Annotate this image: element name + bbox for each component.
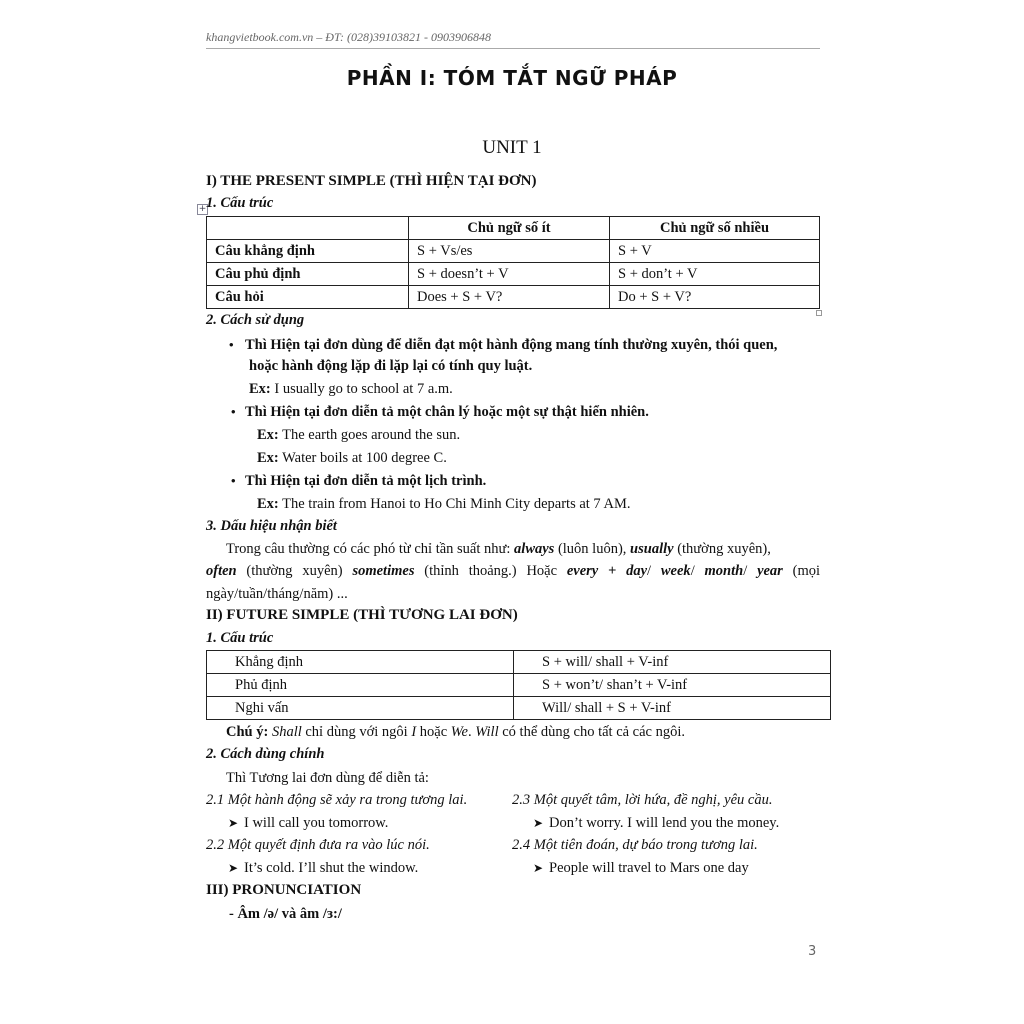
bullet-icon: • [231,404,236,419]
table-header-row [207,217,820,240]
table-cell: S + won’t/ shan’t + V-inf [514,674,831,697]
usage-heading: 2. Cách dùng chính [206,746,325,762]
usage-1-example [249,381,453,398]
table-cell: S + Vs/es [409,240,610,263]
note-label: Chú ý: [226,724,272,740]
keyword-week: week [660,563,691,579]
example-label: Ex: [257,427,279,443]
example-text: The earth goes around the sun. [282,427,461,443]
table-header-cell: Chủ ngữ số ít [409,217,610,240]
future-simple-table [206,650,831,720]
usage-2-2: 2.2 Một quyết định đưa ra vào lúc nói. [206,837,430,853]
bullet-icon: • [229,337,234,352]
section-title-present-simple: I) THE PRESENT SIMPLE (THÌ HIỆN TẠI ĐƠN) [206,173,537,189]
keyword-always: always [514,541,555,557]
table-cell: Does + S + V? [409,286,610,309]
table-row [207,674,831,697]
example-label: Ex: [249,381,271,397]
example-label: Ex: [257,496,279,512]
table-resize-handle-icon[interactable] [816,310,822,316]
keyword-month: month [704,563,744,579]
table-cell: S + will/ shall + V-inf [514,651,831,674]
table-cell: Câu phủ định [207,263,409,286]
usage-2-1: 2.1 Một hành động sẽ xảy ra trong tương lai. [206,792,468,808]
slash: / [690,563,705,579]
signs-heading: 3. Dấu hiệu nhận biết [206,518,337,534]
signs-text: (thỉnh thoảng.) Hoặc [414,563,567,579]
note-text: hoặc [416,724,451,740]
table-cell: Khẳng định [207,651,514,674]
arrow-icon: ➤ [228,816,239,830]
page-number: 3 [808,944,817,959]
section-title-pronunciation: III) PRONUNCIATION [206,882,362,898]
note-we: We [450,724,468,740]
slash: / [743,563,758,579]
table-row [207,286,820,309]
table-cell: Nghi vấn [207,697,514,720]
example-text: I usually go to school at 7 a.m. [274,381,453,397]
table-row [207,651,831,674]
table-move-handle-icon[interactable]: + [198,204,207,214]
usage-2: Thì Hiện tại đơn diễn tả một chân lý hoặc một sự thật hiển nhiên. [245,404,649,420]
signs-line-1 [226,541,771,558]
signs-text: (mọi [782,563,821,579]
note-line [226,724,685,741]
arrow-icon: ➤ [533,816,544,830]
note-shall: Shall [271,724,302,740]
unit-title: UNIT 1 [482,137,542,158]
usage-heading: 2. Cách sử dụng [206,312,305,328]
usage-1-line-2: hoặc hành động lặp đi lặp lại có tính quy luật. [249,358,533,374]
signs-text: (thường xuyên) [236,563,353,579]
structure-heading: 1. Cấu trúc [206,195,274,211]
section-title-future-simple: II) FUTURE SIMPLE (THÌ TƯƠNG LAI ĐƠN) [206,607,518,623]
arrow-icon: ➤ [228,861,239,875]
signs-text: Trong câu thường có các phó từ chỉ tần suất như: [226,541,515,557]
note-text: có thể dùng cho tất cả các ngôi. [498,724,686,740]
slash: / [647,563,661,579]
note-text: . [467,724,476,740]
example-label: Ex: [257,450,279,466]
note-text: chỉ dùng với ngôi [301,724,412,740]
example-text: The train from Hanoi to Ho Chi Minh City departs at 7 AM. [282,496,631,512]
table-header-cell: Chủ ngữ số nhiều [610,217,820,240]
signs-line-3: ngày/tuần/tháng/năm) ... [206,586,348,602]
example-text: Water boils at 100 degree C. [282,450,447,466]
present-simple-table [206,216,820,309]
keyword-year: year [757,563,783,579]
table-cell: Phủ định [207,674,514,697]
usage-2-example-1 [257,427,460,444]
bullet-icon: • [231,473,236,488]
table-cell: Will/ shall + S + V-inf [514,697,831,720]
usage-2-3: 2.3 Một quyết tâm, lời hứa, đề nghị, yêu cầu. [512,792,773,808]
usage-2-1-example: I will call you tomorrow. [244,815,389,831]
table-cell: Do + S + V? [610,286,820,309]
keyword-usually: usually [630,541,674,557]
keyword-every-day: every + day [566,563,648,579]
usage-2-4: 2.4 Một tiên đoán, dự báo trong tương lai. [512,837,758,853]
usage-3: Thì Hiện tại đơn diễn tả một lịch trình. [245,473,487,489]
usage-2-3-example: Don’t worry. I will lend you the money. [549,815,780,831]
structure-heading: 1. Cấu trúc [206,630,274,646]
table-cell: Câu hỏi [207,286,409,309]
page-header: khangvietbook.com.vn – ĐT: (028)39103821 - 0903906848 [206,30,491,44]
arrow-icon: ➤ [533,861,544,875]
part-title: PHẦN I: TÓM TẮT NGỮ PHÁP [346,66,678,90]
pronunciation-item: - Âm /ə/ và âm /ɜ:/ [229,906,342,922]
table-cell: S + doesn’t + V [409,263,610,286]
keyword-often: often [206,563,237,579]
note-i: I [411,724,417,740]
usage-2-2-example: It’s cold. I’ll shut the window. [244,860,419,876]
usage-intro: Thì Tương lai đơn dùng để diễn tả: [226,770,429,786]
table-cell: S + V [610,240,820,263]
usage-3-example [257,496,631,513]
signs-text: (thường xuyên), [673,541,771,557]
signs-line-2 [206,563,820,580]
table-cell: S + don’t + V [610,263,820,286]
header-rule [206,48,820,49]
usage-2-example-2 [257,450,447,467]
keyword-sometimes: sometimes [352,563,415,579]
note-will: Will [475,724,499,740]
usage-1-line-1: Thì Hiện tại đơn dùng để diễn đạt một hành động mang tính thường xuyên, thói quen, [245,337,778,353]
signs-text: (luôn luôn), [554,541,631,557]
usage-2-4-example: People will travel to Mars one day [549,860,749,876]
table-row [207,263,820,286]
table-cell: Câu khẳng định [207,240,409,263]
table-row [207,240,820,263]
table-header-cell [207,217,409,240]
table-row [207,697,831,720]
